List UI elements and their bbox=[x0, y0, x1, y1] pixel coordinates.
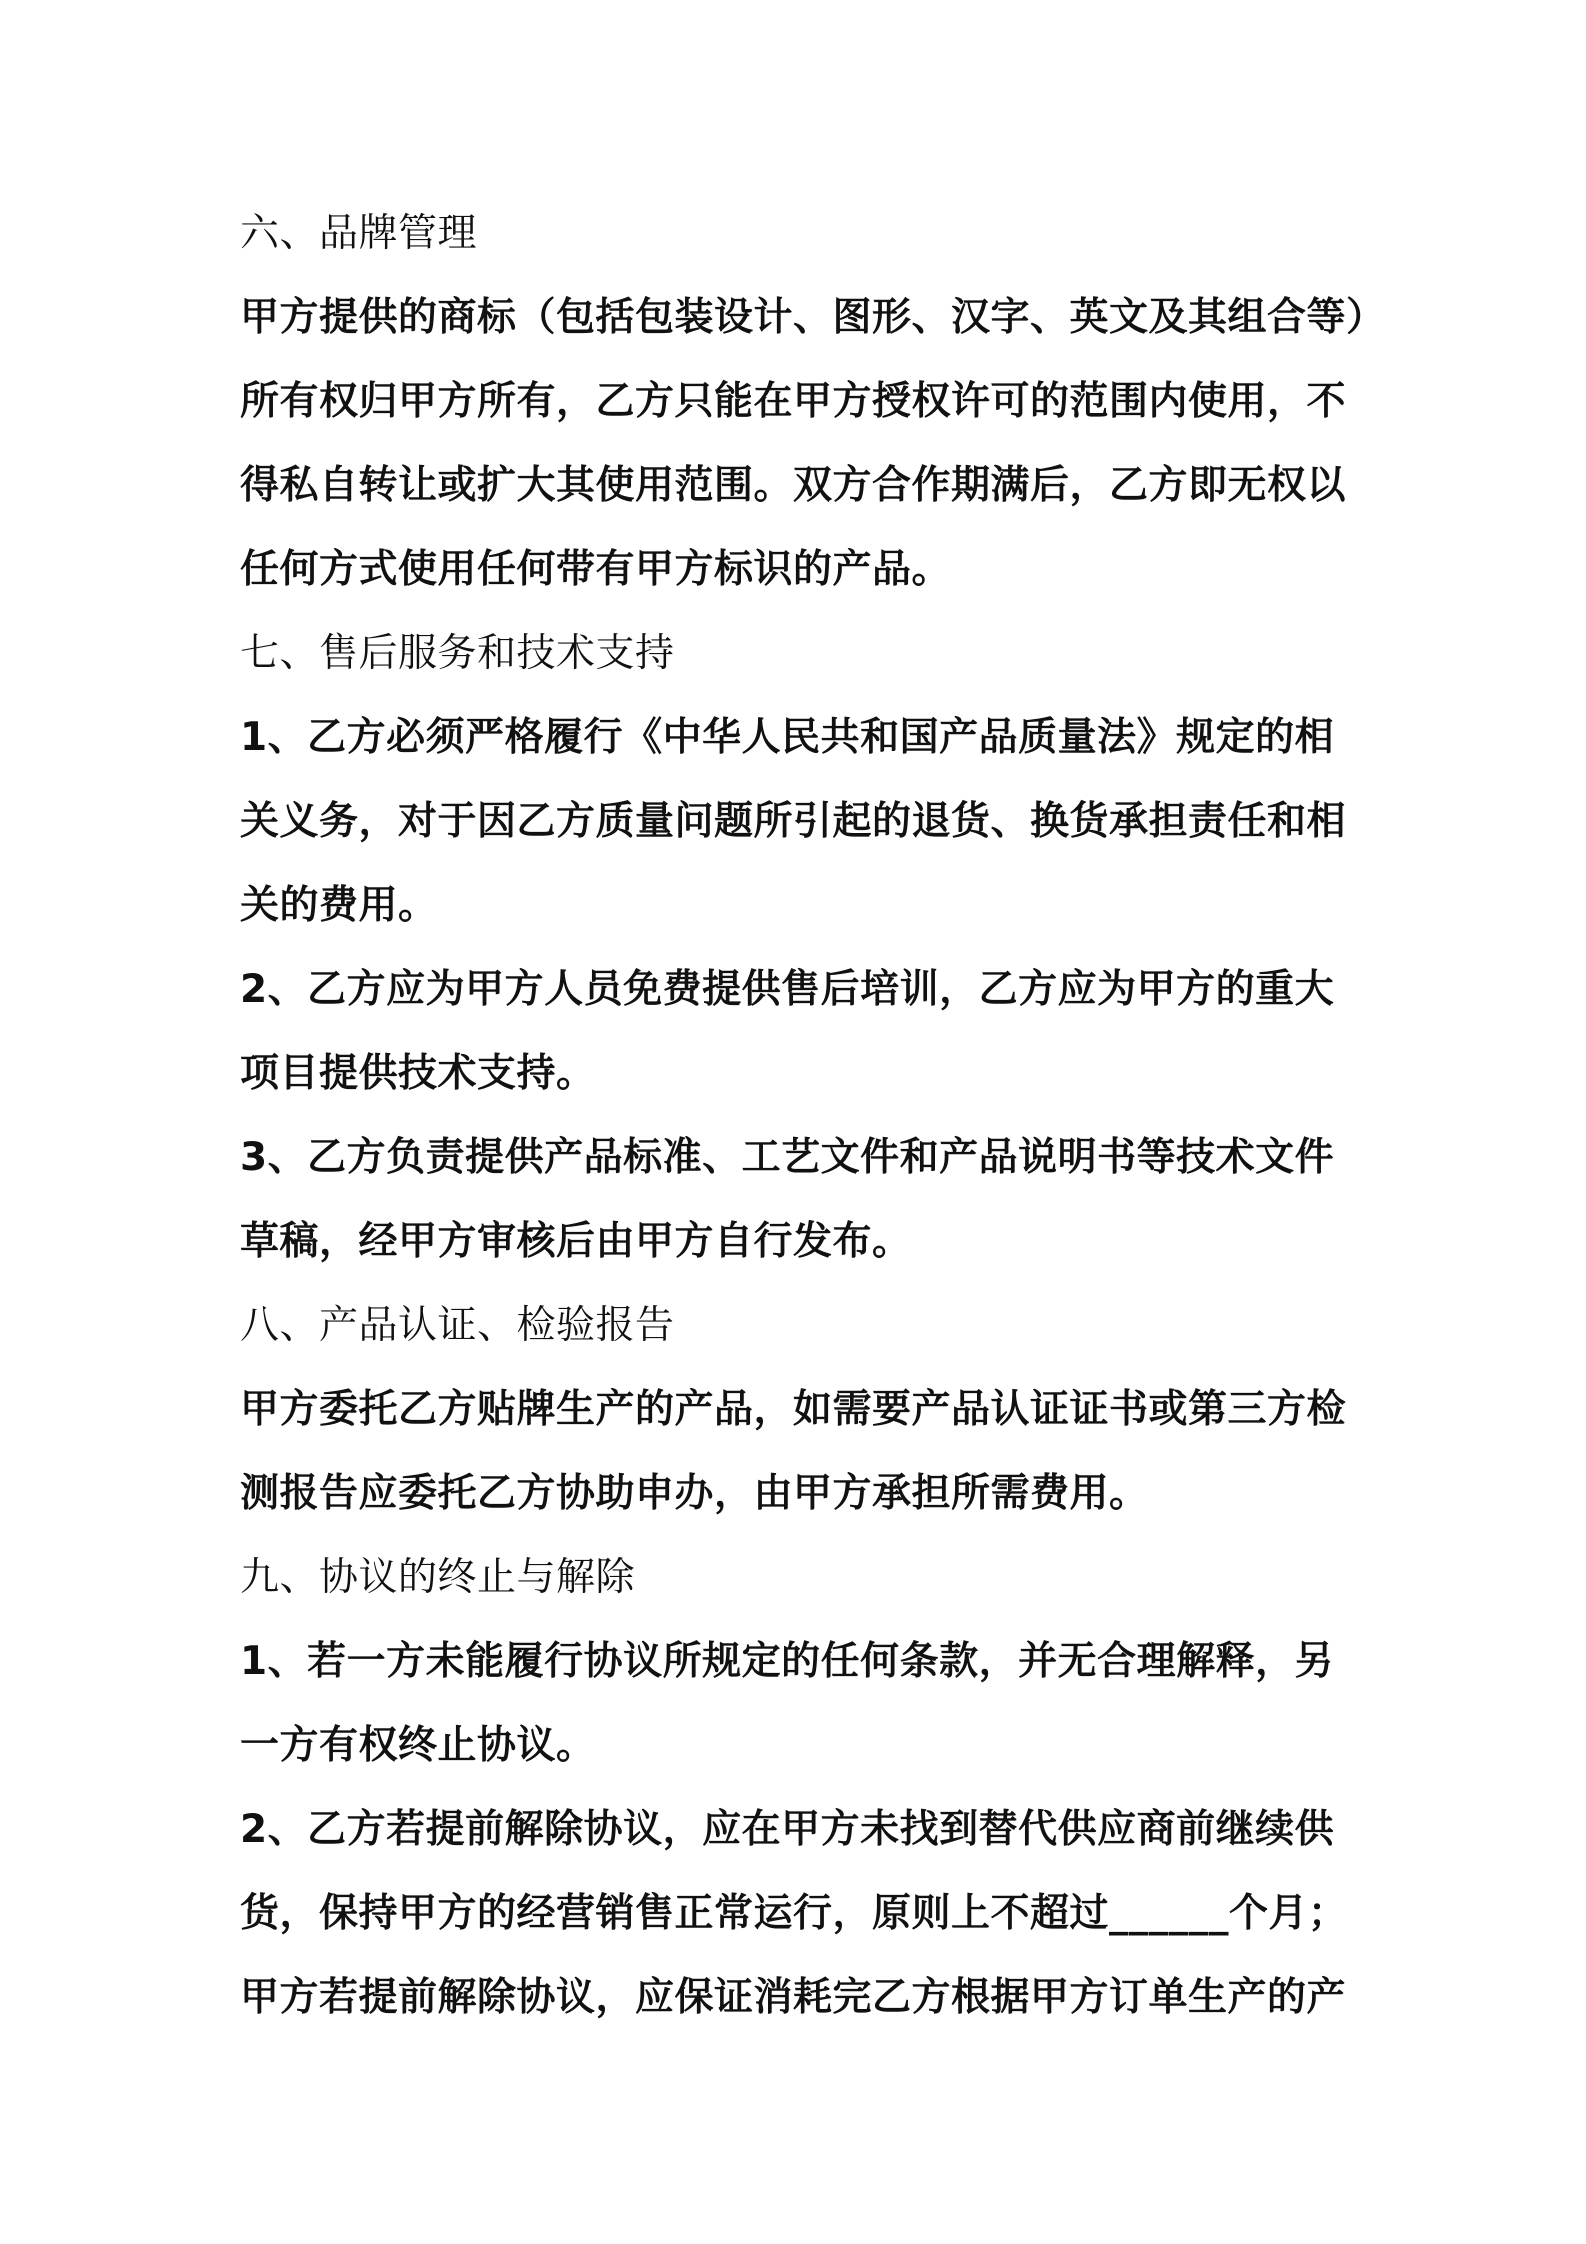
paragraph-line: 项目提供技术支持。 bbox=[240, 1051, 596, 1096]
paragraph-line: 一方有权终止协议。 bbox=[240, 1723, 596, 1768]
paragraph-line: 得私自转让或扩大其使用范围。双方合作期满后，乙方即无权以 bbox=[240, 463, 1347, 508]
paragraph-line: 货，保持甲方的经营销售正常运行，原则上不超过______个月； bbox=[240, 1891, 1348, 1936]
document-body bbox=[240, 192, 1386, 2040]
paragraph-line: 甲方若提前解除协议，应保证消耗完乙方根据甲方订单生产的产 bbox=[240, 1975, 1347, 2020]
section-heading-brand-management: 六、品牌管理 bbox=[240, 211, 478, 256]
paragraph-line: 关义务，对于因乙方质量问题所引起的退货、换货承担责任和相 bbox=[240, 799, 1347, 844]
paragraph-line: 2、乙方若提前解除协议，应在甲方未找到替代供应商前继续供 bbox=[240, 1807, 1335, 1852]
paragraph-line: 1、乙方必须严格履行《中华人民共和国产品质量法》规定的相 bbox=[240, 715, 1335, 760]
paragraph-line: 1、若一方未能履行协议所规定的任何条款，并无合理解释，另 bbox=[240, 1639, 1335, 1684]
paragraph-line: 草稿，经甲方审核后由甲方自行发布。 bbox=[240, 1219, 912, 1264]
paragraph-line: 任何方式使用任何带有甲方标识的产品。 bbox=[240, 547, 952, 592]
paragraph-line: 2、乙方应为甲方人员免费提供售后培训，乙方应为甲方的重大 bbox=[240, 967, 1335, 1012]
section-heading-certification-reports: 八、产品认证、检验报告 bbox=[240, 1303, 675, 1348]
paragraph-line: 甲方委托乙方贴牌生产的产品，如需要产品认证证书或第三方检 bbox=[240, 1387, 1347, 1432]
paragraph-line: 所有权归甲方所有，乙方只能在甲方授权许可的范围内使用，不 bbox=[240, 379, 1347, 424]
paragraph-line: 测报告应委托乙方协助申办，由甲方承担所需费用。 bbox=[240, 1471, 1149, 1516]
section-heading-after-sales-support: 七、售后服务和技术支持 bbox=[240, 631, 675, 676]
paragraph-line: 关的费用。 bbox=[240, 883, 438, 928]
section-heading-termination: 九、协议的终止与解除 bbox=[240, 1555, 636, 1600]
paragraph-line: 3、乙方负责提供产品标准、工艺文件和产品说明书等技术文件 bbox=[240, 1135, 1335, 1180]
paragraph-line: 甲方提供的商标（包括包装设计、图形、汉字、英文及其组合等） bbox=[240, 295, 1386, 340]
